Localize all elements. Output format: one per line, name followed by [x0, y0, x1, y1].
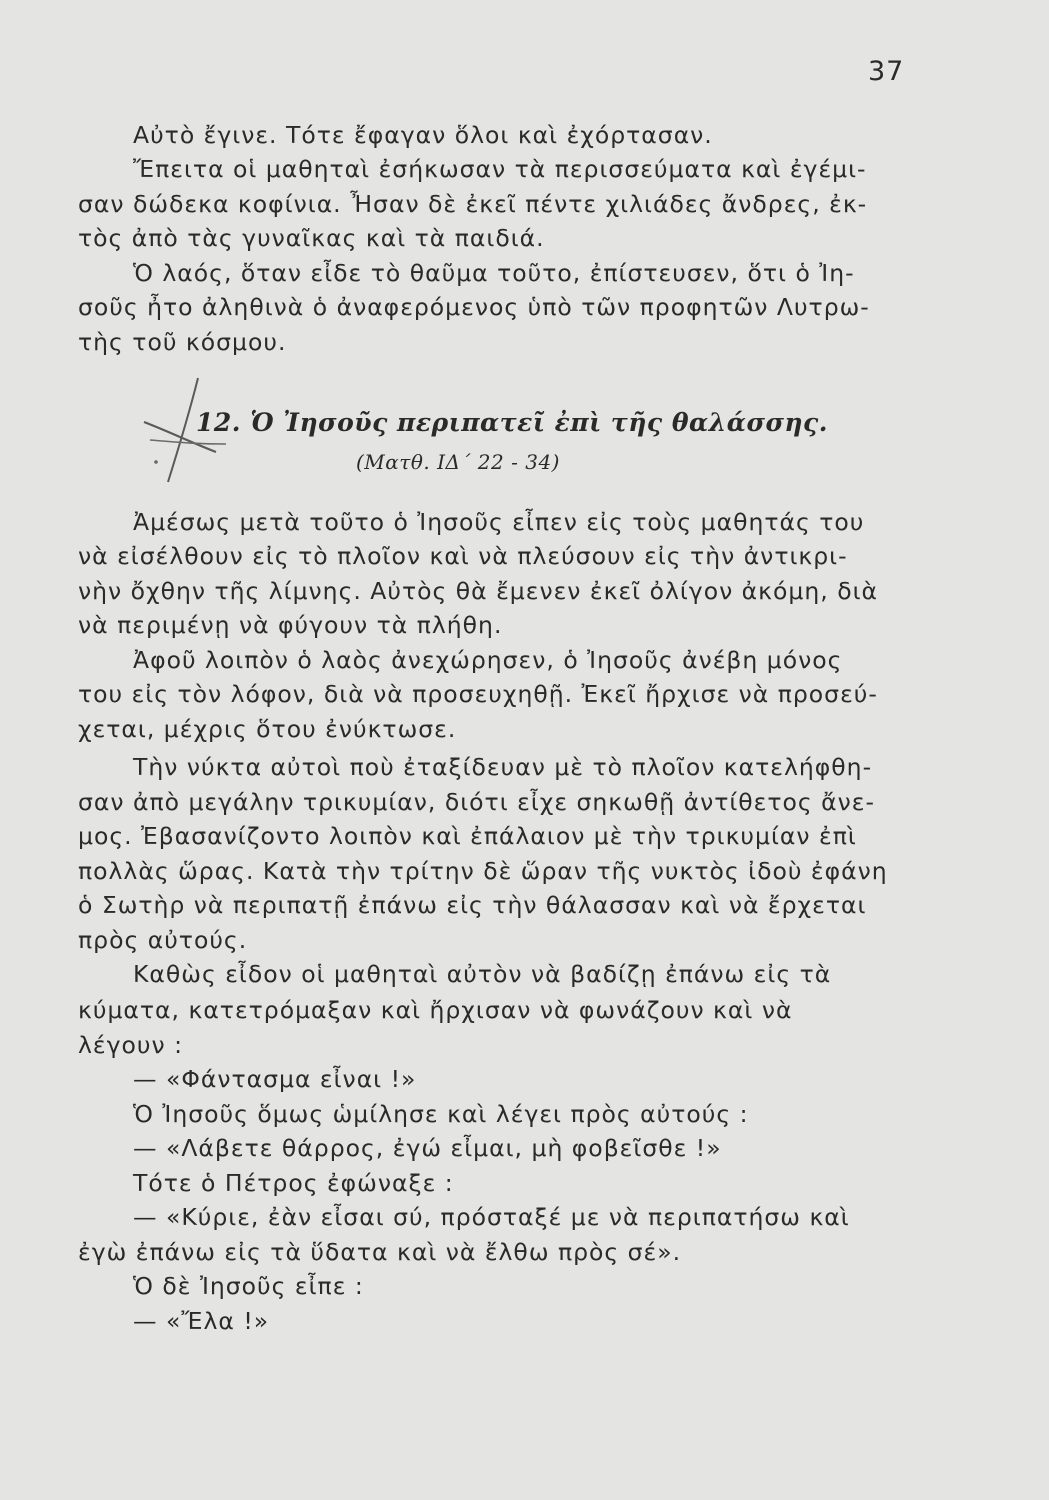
text-line: Ὁ λαός, ὅταν εἶδε τὸ θαῦμα τοῦτο, ἐπίστευσεν, ὅτι ὁ Ἰη-: [133, 259, 855, 287]
text-line: νὴν ὄχθην τῆς λίμνης. Αὐτὸς θὰ ἔμενεν ἐκεῖ ὀλίγον ἀκόμη, διὰ: [78, 577, 879, 605]
text-line: ἐγὼ ἐπάνω εἰς τὰ ὕδατα καὶ νὰ ἔλθω πρὸς σέ».: [78, 1238, 682, 1266]
text-line: Ἔπειτα οἱ μαθηταὶ ἐσήκωσαν τὰ περισσεύματα καὶ ἐγέμι-: [133, 155, 867, 183]
text-line: νὰ εἰσέλθουν εἰς τὸ πλοῖον καὶ νὰ πλεύσουν εἰς τὴν ἀντικρι-: [78, 542, 848, 570]
text-line: χεται, μέχρις ὅτου ἐνύκτωσε.: [78, 715, 457, 743]
text-line: — «Λάβετε θάρρος, ἐγώ εἶμαι, μὴ φοβεῖσθε !»: [133, 1134, 722, 1162]
text-line: — «Ἔλα !»: [133, 1307, 270, 1335]
text-line: σαν ἀπὸ μεγάλην τρικυμίαν, διότι εἶχε σηκωθῇ ἀντίθετος ἄνε-: [78, 788, 875, 816]
text-line: Αὐτὸ ἔγινε. Τότε ἔφαγαν ὅλοι καὶ ἐχόρτασαν.: [133, 121, 713, 149]
text-line: τὴς τοῦ κόσμου.: [78, 328, 287, 356]
page-number: 37: [868, 56, 905, 87]
text-line: — «Κύριε, ἐὰν εἶσαι σύ, πρόσταξέ με νὰ περιπατήσω καὶ: [133, 1203, 850, 1231]
text-line: του εἰς τὸν λόφον, διὰ νὰ προσευχηθῇ. Ἐκεῖ ἤρχισε νὰ προσεύ-: [78, 680, 878, 708]
section-heading-reference: (Ματθ. ΙΔ΄ 22 - 34): [356, 450, 560, 474]
text-line: σοῦς ἦτο ἀληθινὰ ὁ ἀναφερόμενος ὑπὸ τῶν προφητῶν Λυτρω-: [78, 293, 870, 321]
section-heading-title: 12. Ὁ Ἰησοῦς περιπατεῖ ἐπὶ τῆς θαλάσσης.: [196, 408, 828, 437]
text-line: Τότε ὁ Πέτρος ἐφώναξε :: [133, 1169, 454, 1197]
text-line: κύματα, κατετρόμαξαν καὶ ἤρχισαν νὰ φωνάζουν καὶ νὰ: [78, 996, 793, 1024]
text-line: Ὁ Ἰησοῦς ὅμως ὡμίλησε καὶ λέγει πρὸς αὐτούς :: [133, 1100, 749, 1128]
text-line: Τὴν νύκτα αὐτοὶ ποὺ ἐταξίδευαν μὲ τὸ πλοῖον κατελήφθη-: [133, 753, 873, 781]
text-line: πολλὰς ὥρας. Κατὰ τὴν τρίτην δὲ ὥραν τῆς νυκτὸς ἰδοὺ ἐφάνη: [78, 857, 888, 885]
text-line: σαν δώδεκα κοφίνια. Ἦσαν δὲ ἐκεῖ πέντε χιλιάδες ἄνδρες, ἐκ-: [78, 190, 868, 218]
text-line: Ἀμέσως μετὰ τοῦτο ὁ Ἰησοῦς εἶπεν εἰς τοὺς μαθητάς του: [133, 508, 865, 536]
text-line: νὰ περιμένῃ νὰ φύγουν τὰ πλήθη.: [78, 611, 503, 639]
text-line: μος. Ἐβασανίζοντο λοιπὸν καὶ ἐπάλαιον μὲ τὴν τρικυμίαν ἐπὶ: [78, 822, 857, 850]
text-line: Ὁ δὲ Ἰησοῦς εἶπε :: [133, 1272, 364, 1300]
text-line: — «Φάντασμα εἶναι !»: [133, 1065, 417, 1093]
text-line: Ἀφοῦ λοιπὸν ὁ λαὸς ἀνεχώρησεν, ὁ Ἰησοῦς ἀνέβη μόνος: [133, 646, 843, 674]
text-line: Καθὼς εἶδον οἱ μαθηταὶ αὐτὸν νὰ βαδίζῃ ἐπάνω εἰς τὰ: [133, 960, 832, 988]
text-line: λέγουν :: [78, 1031, 184, 1059]
text-line: ὁ Σωτὴρ νὰ περιπατῇ ἐπάνω εἰς τὴν θάλασσαν καὶ νὰ ἔρχεται: [78, 891, 867, 919]
text-line: πρὸς αὐτούς.: [78, 926, 248, 954]
text-line: τὸς ἀπὸ τὰς γυναῖκας καὶ τὰ παιδιά.: [78, 224, 545, 252]
